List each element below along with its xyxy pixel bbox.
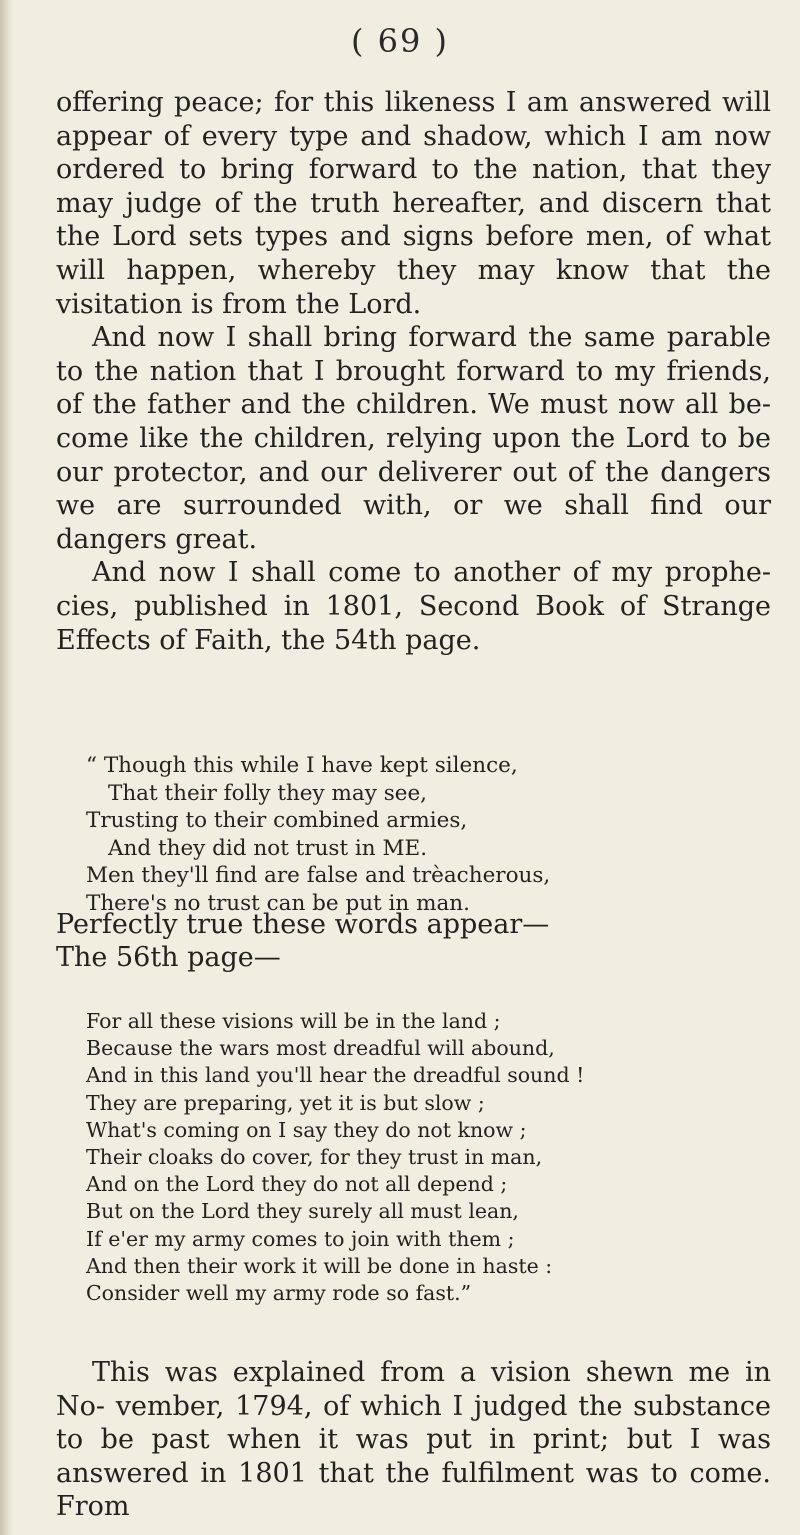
verse-line: And on the Lord they do not all depend ; <box>86 1172 508 1197</box>
verse-line: Their cloaks do cover, for they trust in man, <box>86 1145 543 1170</box>
verse-line: What's coming on I say they do not know ; <box>86 1117 527 1142</box>
paragraph-3: And now I shall come to another of my prophe- cies, published in 1801, Second Book of Strange Effects of Faith, the 54th page. <box>56 557 771 656</box>
paragraph-2: And now I shall bring forward the same parable to the nation that I brought forward to my friends, of the father and the children. We must now all be- come like the children, relying upon the Lord to be our protector, and our deliverer out of the dangers we are surrounded with, or we shall find our dangers great. <box>56 322 771 555</box>
verse-line: For all these visions will be in the land ; <box>86 1009 501 1033</box>
verse-line: “ Though this while I have kept silence, <box>86 753 518 778</box>
page-edge-shadow <box>0 0 14 1535</box>
interlude-lines <box>56 908 771 974</box>
verse-quote-1 <box>86 752 766 918</box>
verse-line: There's no trust can be put in man. <box>86 890 470 916</box>
verse-line: Because the wars most dreadful will abound, <box>86 1036 555 1061</box>
paragraph-4: This was explained from a vision shewn me in No- vember, 1794, of which I judged the substance to be past when it was put in print; but I was answered in 1801 that the fulfilment was to come. From <box>56 1357 771 1522</box>
verse-line: Consider well my army rode so fast.” <box>86 1281 472 1306</box>
interlude-line: The 56th page— <box>56 942 281 973</box>
verse-line: And then their work it will be done in haste : <box>86 1253 553 1278</box>
verse-line: And they did not trust in ME. <box>108 835 428 861</box>
verse-line: If e'er my army comes to join with them ; <box>86 1226 515 1251</box>
interlude-line: Perfectly true these words appear— <box>56 909 550 940</box>
verse-line: Men they'll find are false and trèacherous, <box>86 863 551 889</box>
verse-quote-2 <box>86 1008 766 1307</box>
paragraph-1: offering peace; for this likeness I am answered will appear of every type and shadow, which I am now ordered to bring forward to the nation, that they may judge of the truth hereafter, and discern that the Lord sets types and signs before men, of what will happen, whereby they may know that the visitation is from the Lord. <box>56 87 771 320</box>
closing-text <box>56 1356 771 1524</box>
verse-line: But on the Lord they surely all must lean, <box>86 1199 519 1224</box>
verse-line: And in this land you'll hear the dreadful sound ! <box>86 1063 585 1088</box>
verse-line: That their folly they may see, <box>108 780 428 806</box>
verse-line: They are preparing, yet it is but slow ; <box>86 1090 485 1115</box>
main-text <box>56 86 771 657</box>
verse-line: Trusting to their combined armies, <box>86 808 468 834</box>
page-number: ( 69 ) <box>350 22 450 60</box>
